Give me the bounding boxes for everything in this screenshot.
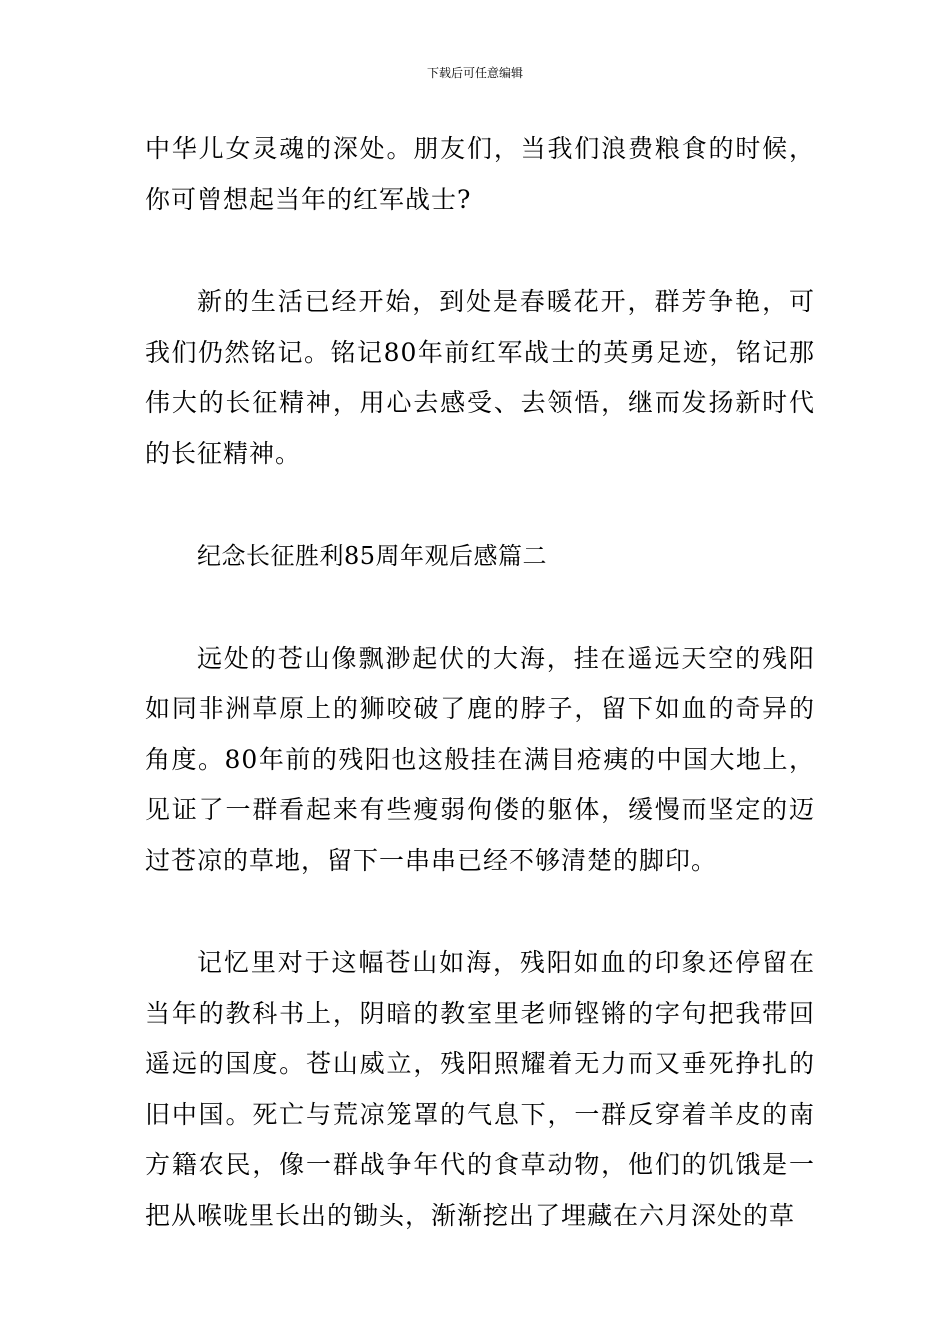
section-heading: 纪念长征胜利85周年观后感篇二 — [197, 542, 548, 570]
document-body — [145, 124, 815, 1293]
header-note: 下载后可任意编辑 — [426, 66, 523, 80]
paragraph-memory: 记忆里对于这幅苍山如海，残阳如血的印象还停留在当年的教科书上，阴暗的教室里老师铿锵的字句把我带回遥远的国度。苍山威立，残阳照耀着无力而又垂死挣扎的旧中国。死亡与荒凉笼罩的气息下，一群反穿着羊皮的南方籍农民，像一群战争年代的食草动物，他们的饥饿是一把从喉咙里长出的锄头，渐渐挖出了埋藏在六月深处的草 — [145, 948, 815, 1230]
paragraph-new-life: 新的生活已经开始，到处是春暖花开，群芳争艳，可我们仍然铭记。铭记80年前红军战士的英勇足迹，铭记那伟大的长征精神，用心去感受、去领悟，继而发扬新时代的长征精神。 — [145, 287, 815, 468]
paragraph-distant-mountains: 远处的苍山像飘渺起伏的大海，挂在遥远天空的残阳如同非洲草原上的狮咬破了鹿的脖子，留下如血的奇异的角度。80年前的残阳也这般挂在满目疮痍的中国大地上，见证了一群看起来有些瘦弱佝偻的躯体，缓慢而坚定的迈过苍凉的草地，留下一串串已经不够清楚的脚印。 — [145, 643, 815, 875]
paragraph-continued: 中华儿女灵魂的深处。朋友们，当我们浪费粮食的时候，你可曾想起当年的红军战士? — [145, 134, 815, 214]
